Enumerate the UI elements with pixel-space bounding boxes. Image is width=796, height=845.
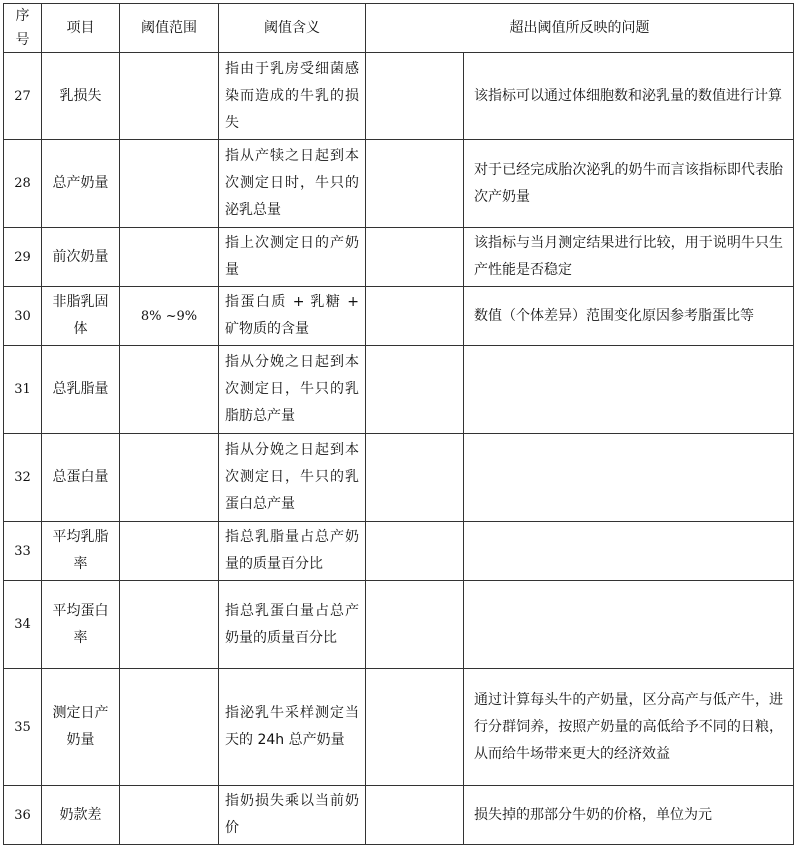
row-problem: 数值（个体差异）范围变化原因参考脂蛋比等 xyxy=(464,287,794,346)
table-row xyxy=(4,287,794,346)
row-blank-cell xyxy=(366,53,464,140)
table-row xyxy=(4,346,794,434)
row-item: 平均蛋白率 xyxy=(42,581,120,669)
row-blank-cell xyxy=(366,434,464,522)
row-threshold-meaning: 指由于乳房受细菌感染而造成的牛乳的损失 xyxy=(219,53,366,140)
threshold-table xyxy=(3,3,794,845)
table-row xyxy=(4,228,794,287)
header-no: 序号 xyxy=(4,4,42,53)
row-threshold-range xyxy=(120,53,219,140)
row-blank-cell xyxy=(366,346,464,434)
row-problem xyxy=(464,522,794,581)
table-row xyxy=(4,522,794,581)
row-threshold-meaning: 指从分娩之日起到本次测定日，牛只的乳蛋白总产量 xyxy=(219,434,366,522)
row-item: 非脂乳固体 xyxy=(42,287,120,346)
row-threshold-meaning: 指泌乳牛采样测定当天的 24h 总产奶量 xyxy=(219,669,366,786)
row-no: 34 xyxy=(4,581,42,669)
header-meaning: 阈值含义 xyxy=(219,4,366,53)
row-threshold-range: 8% ~9% xyxy=(120,287,219,346)
row-no: 32 xyxy=(4,434,42,522)
table-row xyxy=(4,434,794,522)
table-body xyxy=(4,53,794,845)
row-threshold-meaning: 指从分娩之日起到本次测定日，牛只的乳脂肪总产量 xyxy=(219,346,366,434)
header-range: 阈值范围 xyxy=(120,4,219,53)
row-problem: 通过计算每头牛的产奶量，区分高产与低产牛，进行分群饲养，按照产奶量的高低给予不同的日粮，从而给牛场带来更大的经济效益 xyxy=(464,669,794,786)
table-row xyxy=(4,53,794,140)
row-problem: 对于已经完成胎次泌乳的奶牛而言该指标即代表胎次产奶量 xyxy=(464,140,794,228)
row-threshold-meaning: 指奶损失乘以当前奶价 xyxy=(219,786,366,845)
row-blank-cell xyxy=(366,140,464,228)
table-row xyxy=(4,140,794,228)
row-blank-cell xyxy=(366,669,464,786)
row-blank-cell xyxy=(366,228,464,287)
row-threshold-range xyxy=(120,434,219,522)
row-threshold-meaning: 指总乳脂量占总产奶量的质量百分比 xyxy=(219,522,366,581)
row-no: 36 xyxy=(4,786,42,845)
header-problem: 超出阈值所反映的问题 xyxy=(366,4,794,53)
row-problem xyxy=(464,346,794,434)
row-item: 前次奶量 xyxy=(42,228,120,287)
row-no: 27 xyxy=(4,53,42,140)
table-row xyxy=(4,581,794,669)
row-problem xyxy=(464,581,794,669)
row-item: 总产奶量 xyxy=(42,140,120,228)
row-threshold-meaning: 指上次测定日的产奶量 xyxy=(219,228,366,287)
table-row xyxy=(4,669,794,786)
row-problem: 该指标与当月测定结果进行比较，用于说明牛只生产性能是否稳定 xyxy=(464,228,794,287)
row-problem: 该指标可以通过体细胞数和泌乳量的数值进行计算 xyxy=(464,53,794,140)
row-no: 33 xyxy=(4,522,42,581)
row-threshold-range xyxy=(120,228,219,287)
row-threshold-range xyxy=(120,522,219,581)
row-blank-cell xyxy=(366,786,464,845)
threshold-table-page xyxy=(3,3,794,845)
row-no: 31 xyxy=(4,346,42,434)
table-row xyxy=(4,786,794,845)
row-item: 平均乳脂率 xyxy=(42,522,120,581)
header-item: 项目 xyxy=(42,4,120,53)
row-threshold-meaning: 指从产犊之日起到本次测定日时，牛只的泌乳总量 xyxy=(219,140,366,228)
row-threshold-range xyxy=(120,140,219,228)
row-problem: 损失掉的那部分牛奶的价格，单位为元 xyxy=(464,786,794,845)
row-item: 测定日产奶量 xyxy=(42,669,120,786)
row-blank-cell xyxy=(366,287,464,346)
row-threshold-range xyxy=(120,581,219,669)
table-header-row xyxy=(4,4,794,53)
row-no: 30 xyxy=(4,287,42,346)
row-threshold-meaning: 指总乳蛋白量占总产奶量的质量百分比 xyxy=(219,581,366,669)
row-threshold-range xyxy=(120,786,219,845)
row-item: 乳损失 xyxy=(42,53,120,140)
row-item: 奶款差 xyxy=(42,786,120,845)
row-blank-cell xyxy=(366,522,464,581)
row-problem xyxy=(464,434,794,522)
row-item: 总蛋白量 xyxy=(42,434,120,522)
row-threshold-meaning: 指蛋白质 + 乳糖 + 矿物质的含量 xyxy=(219,287,366,346)
row-threshold-range xyxy=(120,346,219,434)
row-no: 28 xyxy=(4,140,42,228)
row-no: 35 xyxy=(4,669,42,786)
row-item: 总乳脂量 xyxy=(42,346,120,434)
row-blank-cell xyxy=(366,581,464,669)
row-threshold-range xyxy=(120,669,219,786)
row-no: 29 xyxy=(4,228,42,287)
